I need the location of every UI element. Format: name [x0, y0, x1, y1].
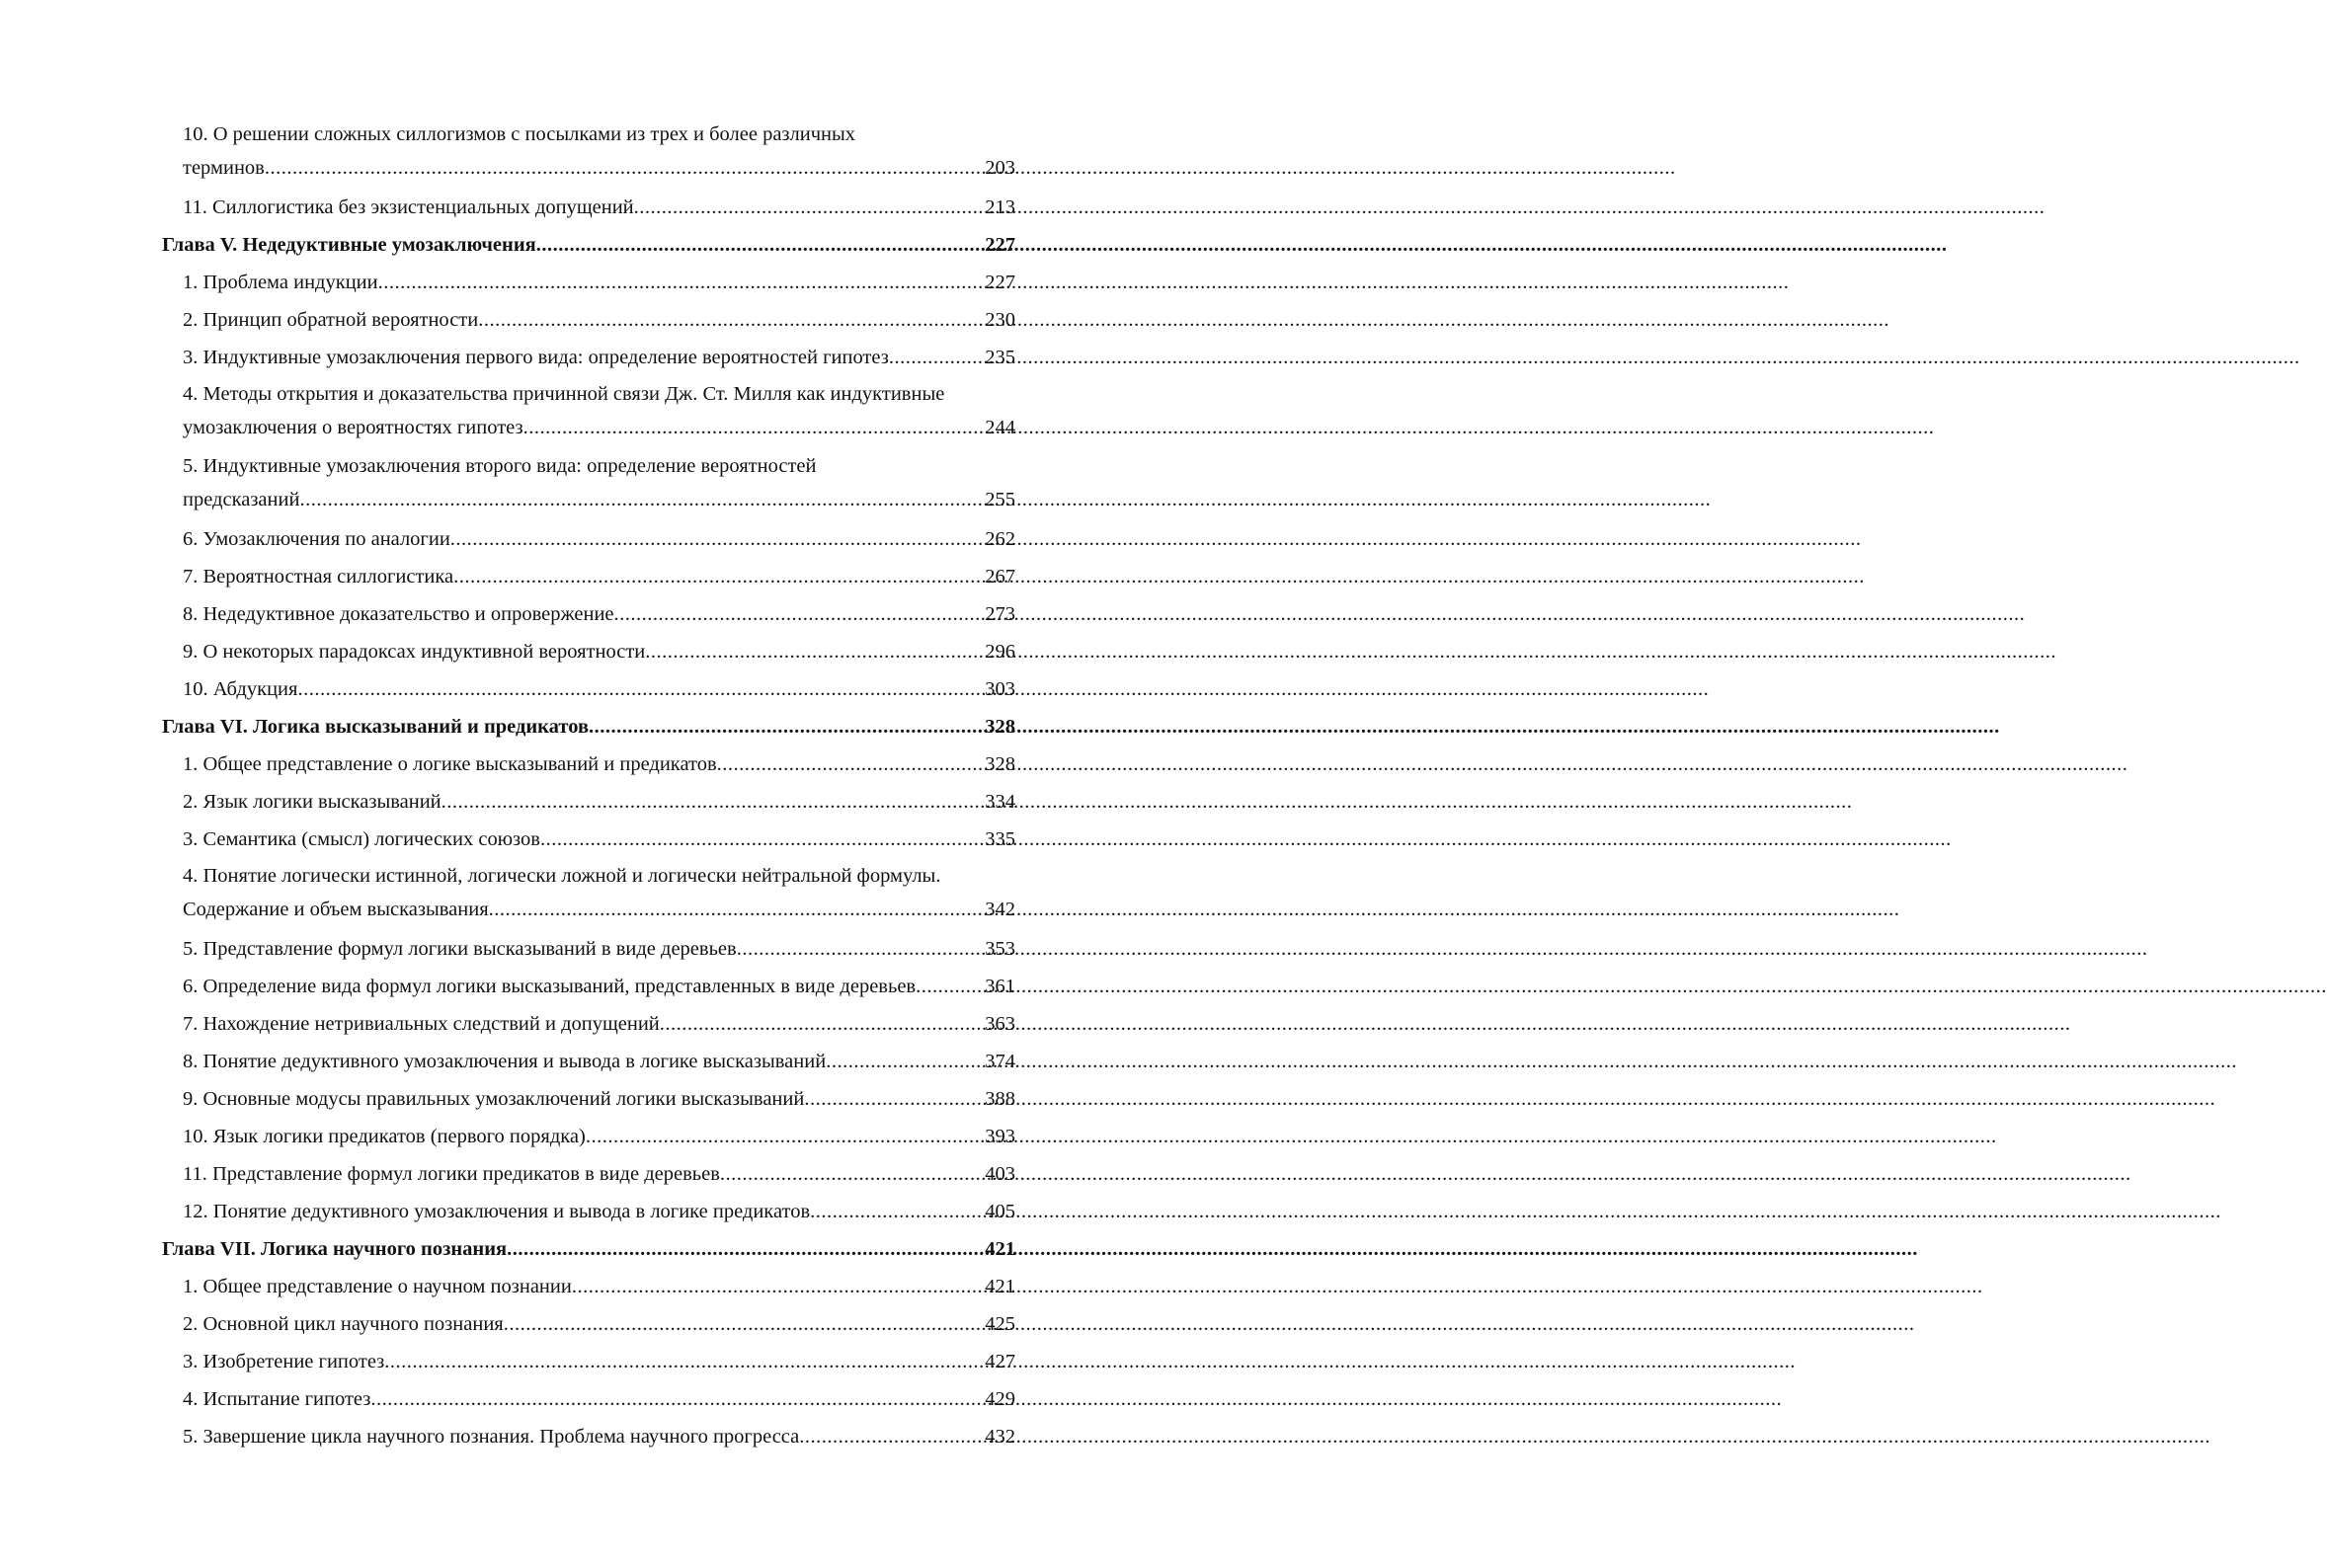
toc-entry-line — [183, 638, 1015, 666]
toc-section-entry[interactable] — [162, 1269, 1015, 1306]
toc-chapter-entry[interactable] — [162, 227, 1015, 265]
dot-leader — [826, 1048, 984, 1075]
toc-page-number: 227 — [985, 234, 1015, 256]
toc-section-entry[interactable] — [162, 859, 1015, 931]
dot-leader — [889, 344, 984, 371]
toc-entry-title: 3. Семантика (смысл) логических союзов — [183, 828, 540, 850]
toc-section-entry[interactable] — [162, 931, 1015, 969]
toc-entry-line — [162, 713, 1015, 741]
toc-entry-line — [183, 825, 1015, 853]
toc-section-entry[interactable] — [162, 340, 1015, 377]
dot-leader — [523, 411, 985, 444]
toc-page-number: 230 — [985, 309, 1015, 331]
toc-section-entry[interactable] — [162, 1081, 1015, 1119]
dot-leader — [489, 893, 985, 926]
toc-entry-line — [162, 1235, 1015, 1263]
dot-leader — [478, 306, 984, 334]
toc-entry-title: 1. Общее представление о логике высказываний и предикатов — [183, 753, 717, 775]
dot-leader — [737, 935, 985, 963]
dot-leader — [589, 713, 984, 741]
toc-page-number: 328 — [985, 716, 1015, 738]
dot-leader — [916, 973, 984, 1000]
toc-page-number: 267 — [985, 566, 1015, 588]
toc-page-number: 429 — [985, 1388, 1015, 1410]
toc-entry-title: 8. Понятие дедуктивного умозаключения и вывода в логике высказываний — [183, 1051, 827, 1072]
dot-leader — [804, 1085, 984, 1113]
dot-leader — [441, 788, 985, 816]
table-of-contents — [162, 118, 1015, 1456]
toc-section-entry[interactable] — [162, 302, 1015, 340]
toc-section-entry[interactable] — [162, 784, 1015, 822]
toc-entry-line — [183, 1423, 1015, 1450]
toc-entry-title: 9. Основные модусы правильных умозаключений логики высказываний — [183, 1088, 805, 1110]
toc-entry-title: 12. Понятие дедуктивного умозаключения и вывода в логике предикатов — [183, 1201, 811, 1222]
toc-page-number: 334 — [985, 791, 1015, 813]
toc-entry-line — [183, 1273, 1015, 1300]
toc-section-entry[interactable] — [162, 377, 1015, 449]
dot-leader — [810, 1198, 984, 1225]
toc-entry-title: Содержание и объем высказывания — [183, 899, 489, 920]
toc-entry-line — [183, 935, 1015, 963]
toc-page-number: 427 — [985, 1351, 1015, 1372]
toc-entry-line — [183, 1010, 1015, 1038]
toc-page-number: 388 — [985, 1088, 1015, 1110]
toc-entry-line — [183, 1085, 1015, 1113]
dot-leader — [572, 1273, 984, 1300]
toc-entry-line — [183, 306, 1015, 334]
toc-page-number: 296 — [985, 641, 1015, 663]
toc-page-number: 425 — [985, 1313, 1015, 1335]
toc-entry-title: 3. Индуктивные умозаключения первого вида: определение вероятностей гипотез — [183, 347, 889, 368]
toc-entry-line — [183, 483, 1015, 516]
toc-section-entry[interactable] — [162, 1156, 1015, 1194]
toc-entry-title: Глава VI. Логика высказываний и предикатов — [162, 716, 590, 738]
toc-entry-line — [183, 1048, 1015, 1075]
toc-section-entry[interactable] — [162, 521, 1015, 559]
toc-entry-title: Глава VII. Логика научного познания — [162, 1238, 508, 1260]
dot-leader — [614, 600, 985, 628]
toc-chapter-entry[interactable] — [162, 709, 1015, 746]
toc-page-number: 432 — [985, 1426, 1015, 1448]
toc-entry-title-first-line: 10. О решении сложных силлогизмов с посылками из трех и более различных — [183, 123, 856, 145]
toc-entry-line — [183, 525, 1015, 553]
toc-entry-title: 9. О некоторых парадоксах индуктивной вероятности — [183, 641, 646, 663]
toc-entry-title: предсказаний — [183, 489, 300, 510]
toc-section-entry[interactable] — [162, 1306, 1015, 1344]
toc-entry-title: терминов — [183, 157, 265, 179]
dot-leader — [453, 563, 984, 590]
toc-entry-title-first-line: 5. Индуктивные умозаключения второго вида: определение вероятностей — [183, 455, 817, 477]
toc-entry-line — [183, 1385, 1015, 1413]
toc-section-entry[interactable] — [162, 1344, 1015, 1381]
toc-chapter-entry[interactable] — [162, 1231, 1015, 1269]
toc-entry-title: 10. Абдукция — [183, 678, 298, 700]
toc-entry-title: 7. Нахождение нетривиальных следствий и допущений — [183, 1013, 660, 1035]
toc-section-entry[interactable] — [162, 1119, 1015, 1156]
dot-leader — [799, 1423, 984, 1450]
toc-entry-line — [162, 231, 1015, 259]
toc-page-number: 353 — [985, 938, 1015, 960]
toc-page-number: 328 — [985, 753, 1015, 775]
toc-entry-line — [183, 194, 1015, 221]
toc-entry-title: 11. Силлогистика без экзистенциальных допущений — [183, 196, 634, 218]
toc-entry-title-first-line: 4. Методы открытия и доказательства причинной связи Дж. Ст. Милля как индуктивные — [183, 383, 945, 405]
toc-entry-title: 2. Принцип обратной вероятности — [183, 309, 479, 331]
toc-page-number: 374 — [985, 1051, 1015, 1072]
toc-entry-title: 5. Представление формул логики высказываний в виде деревьев — [183, 938, 737, 960]
toc-section-entry[interactable] — [162, 118, 1015, 190]
dot-leader — [384, 1348, 984, 1375]
toc-entry-line — [183, 1160, 1015, 1188]
toc-section-entry[interactable] — [162, 1194, 1015, 1231]
dot-leader — [540, 825, 984, 853]
toc-page-number: 342 — [985, 899, 1015, 920]
toc-section-entry[interactable] — [162, 969, 1015, 1006]
toc-entry-title: 8. Недедуктивное доказательство и опровержение — [183, 603, 614, 625]
toc-entry-title: 1. Общее представление о научном познании — [183, 1276, 572, 1297]
toc-page-number: 235 — [985, 347, 1015, 368]
toc-page-number: 262 — [985, 528, 1015, 550]
toc-entry-title: 6. Определение вида формул логики высказываний, представленных в виде деревьев — [183, 976, 917, 997]
dot-leader — [370, 1385, 984, 1413]
toc-section-entry[interactable] — [162, 1419, 1015, 1456]
toc-page-number: 363 — [985, 1013, 1015, 1035]
toc-section-entry[interactable] — [162, 596, 1015, 634]
toc-page-number: 403 — [985, 1163, 1015, 1185]
toc-entry-line — [183, 151, 1015, 185]
toc-page-number: 421 — [985, 1238, 1015, 1260]
toc-section-entry[interactable] — [162, 449, 1015, 521]
toc-section-entry[interactable] — [162, 265, 1015, 302]
toc-entry-title: 5. Завершение цикла научного познания. Проблема научного прогресса — [183, 1426, 800, 1448]
dot-leader — [265, 151, 984, 185]
toc-entry-title: 4. Испытание гипотез — [183, 1388, 371, 1410]
toc-entry-title: Глава V. Недедуктивные умозаключения — [162, 234, 536, 256]
dot-leader — [717, 750, 985, 778]
toc-entry-line — [183, 1198, 1015, 1225]
toc-page-number: 203 — [985, 157, 1015, 179]
dot-leader — [507, 1235, 984, 1263]
dot-leader — [660, 1010, 984, 1038]
toc-page-number: 393 — [985, 1126, 1015, 1147]
toc-entry-title: 2. Язык логики высказываний — [183, 791, 441, 813]
toc-entry-title: умозаключения о вероятностях гипотез — [183, 417, 523, 438]
toc-entry-title-first-line: 4. Понятие логически истинной, логически ложной и логически нейтральной формулы. — [183, 865, 941, 887]
toc-entry-line — [183, 973, 1015, 1000]
toc-entry-line — [183, 1348, 1015, 1375]
toc-page-number: 335 — [985, 828, 1015, 850]
toc-page-number: 405 — [985, 1201, 1015, 1222]
toc-page-number: 227 — [985, 272, 1015, 293]
toc-entry-line — [183, 675, 1015, 703]
toc-entry-line — [183, 411, 1015, 444]
toc-entry-title: 10. Язык логики предикатов (первого порядка) — [183, 1126, 586, 1147]
dot-leader — [645, 638, 984, 666]
toc-entry-line — [183, 1123, 1015, 1150]
dot-leader — [720, 1160, 984, 1188]
toc-entry-line — [183, 269, 1015, 296]
toc-section-entry[interactable] — [162, 746, 1015, 784]
toc-page-number: 303 — [985, 678, 1015, 700]
dot-leader — [634, 194, 985, 221]
toc-section-entry[interactable] — [162, 1381, 1015, 1419]
dot-leader — [586, 1123, 984, 1150]
dot-leader — [299, 483, 984, 516]
toc-section-entry[interactable] — [162, 822, 1015, 859]
toc-entry-title: 6. Умозаключения по аналогии — [183, 528, 450, 550]
toc-entry-title: 2. Основной цикл научного познания — [183, 1313, 504, 1335]
toc-section-entry[interactable] — [162, 1006, 1015, 1044]
dot-leader — [536, 231, 985, 259]
dot-leader — [504, 1310, 985, 1338]
toc-section-entry[interactable] — [162, 634, 1015, 671]
dot-leader — [450, 525, 984, 553]
toc-page-number: 255 — [985, 489, 1015, 510]
toc-entry-line — [183, 600, 1015, 628]
dot-leader — [297, 675, 984, 703]
toc-page-number: 213 — [985, 196, 1015, 218]
dot-leader — [378, 269, 985, 296]
toc-entry-line — [183, 563, 1015, 590]
toc-page-number: 361 — [985, 976, 1015, 997]
toc-entry-line — [183, 893, 1015, 926]
toc-page-number: 244 — [985, 417, 1015, 438]
toc-section-entry[interactable] — [162, 671, 1015, 709]
toc-entry-line — [183, 1310, 1015, 1338]
toc-entry-title: 3. Изобретение гипотез — [183, 1351, 385, 1372]
toc-page-number: 273 — [985, 603, 1015, 625]
toc-section-entry[interactable] — [162, 1044, 1015, 1081]
toc-entry-title: 11. Представление формул логики предикатов в виде деревьев — [183, 1163, 720, 1185]
toc-entry-line — [183, 788, 1015, 816]
toc-page-number: 421 — [985, 1276, 1015, 1297]
toc-entry-title: 7. Вероятностная силлогистика — [183, 566, 454, 588]
toc-entry-line — [183, 750, 1015, 778]
toc-section-entry[interactable] — [162, 190, 1015, 227]
toc-section-entry[interactable] — [162, 559, 1015, 596]
toc-entry-title: 1. Проблема индукции — [183, 272, 378, 293]
toc-entry-line — [183, 344, 1015, 371]
